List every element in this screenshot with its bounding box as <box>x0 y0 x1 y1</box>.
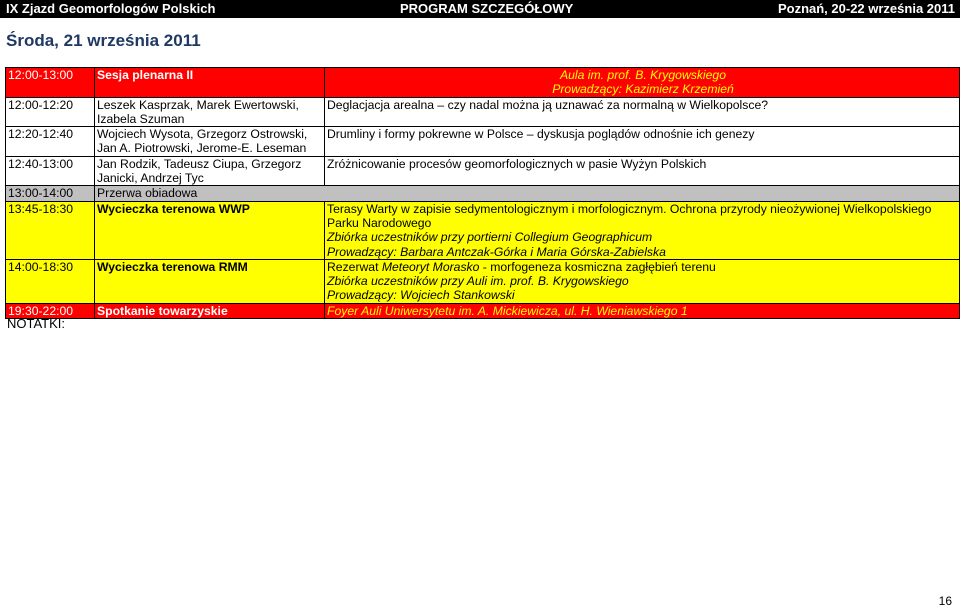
excursion-details <box>325 201 960 259</box>
talk-title: Zróżnicowanie procesów geomorfologicznych w pasie Wyżyn Polskich <box>325 156 960 186</box>
program-table <box>5 67 960 319</box>
table-row <box>6 201 960 259</box>
talk-title: Drumliny i formy pokrewne w Polsce – dyskusja poglądów odnośnie ich genezy <box>325 127 960 157</box>
table-row <box>6 156 960 186</box>
excursion-leaders: Prowadzący: Wojciech Stankowski <box>327 288 515 303</box>
table-row <box>6 97 960 127</box>
program-title: PROGRAM SZCZEGÓŁOWY <box>400 1 574 16</box>
time-cell: 12:00-12:20 <box>6 97 95 127</box>
time-cell: 13:45-18:30 <box>6 201 95 259</box>
conference-dates: Poznań, 20-22 września 2011 <box>777 1 955 16</box>
meeting-point: Zbiórka uczestników przy Auli im. prof. B. Krygowskiego <box>327 274 629 289</box>
time-cell: 13:00-14:00 <box>6 186 95 201</box>
location-line: Aula im. prof. B. Krygowskiego <box>560 68 726 82</box>
table-row <box>6 186 960 201</box>
session-location <box>325 68 960 98</box>
excursion-title: Wycieczka terenowa WWP <box>95 201 325 259</box>
page-number: 16 <box>938 594 952 608</box>
day-title: Środa, 21 września 2011 <box>6 31 201 50</box>
table-row <box>6 303 960 318</box>
excursion-details <box>325 259 960 303</box>
reserve-name: Meteoryt Morasko <box>381 259 480 274</box>
chair-line: Prowadzący: Kazimierz Krzemień <box>552 82 734 97</box>
excursion-title: Wycieczka terenowa RMM <box>95 259 325 303</box>
header-bar <box>0 0 960 18</box>
authors-cell: Wojciech Wysota, Grzegorz Ostrowski, Jan A. Piotrowski, Jerome-E. Leseman <box>95 127 325 157</box>
talk-title: Deglacjacja arealna – czy nadal można ją uznawać za normalną w Wielkopolsce? <box>325 97 960 127</box>
time-cell: 12:00-13:00 <box>6 68 95 98</box>
time-cell: 14:00-18:30 <box>6 259 95 303</box>
notes-label: NOTATKI: <box>7 316 66 331</box>
excursion-topic: Terasy Warty w zapisie sedymentologicznym i morfologicznym. Ochrona przyrody nieożywionej Wielkopolskiego Parku Narodowego <box>327 201 932 230</box>
event-title: Spotkanie towarzyskie <box>95 303 325 318</box>
table-row <box>6 68 960 98</box>
session-title: Sesja plenarna II <box>95 68 325 98</box>
authors-cell: Leszek Kasprzak, Marek Ewertowski, Izabela Szuman <box>95 97 325 127</box>
time-cell: 12:20-12:40 <box>6 127 95 157</box>
topic-suffix: - morfogeneza kosmiczna zagłębień terenu <box>479 259 716 274</box>
authors-cell: Jan Rodzik, Tadeusz Ciupa, Grzegorz Janicki, Andrzej Tyc <box>95 156 325 186</box>
excursion-leaders: Prowadzący: Barbara Antczak-Górka i Maria Górska-Zabielska <box>327 244 666 259</box>
excursion-topic <box>327 260 959 274</box>
meeting-point: Zbiórka uczestników przy portierni Collegium Geographicum <box>327 230 653 245</box>
time-cell: 19:30-22:00 <box>6 303 95 318</box>
conference-name: IX Zjazd Geomorfologów Polskich <box>6 1 216 16</box>
topic-prefix: Rezerwat <box>327 259 382 274</box>
table-row <box>6 127 960 157</box>
event-location: Foyer Auli Uniwersytetu im. A. Mickiewicza, ul. H. Wieniawskiego 1 <box>325 303 960 318</box>
table-row <box>6 259 960 303</box>
time-cell: 12:40-13:00 <box>6 156 95 186</box>
break-label: Przerwa obiadowa <box>95 186 960 201</box>
